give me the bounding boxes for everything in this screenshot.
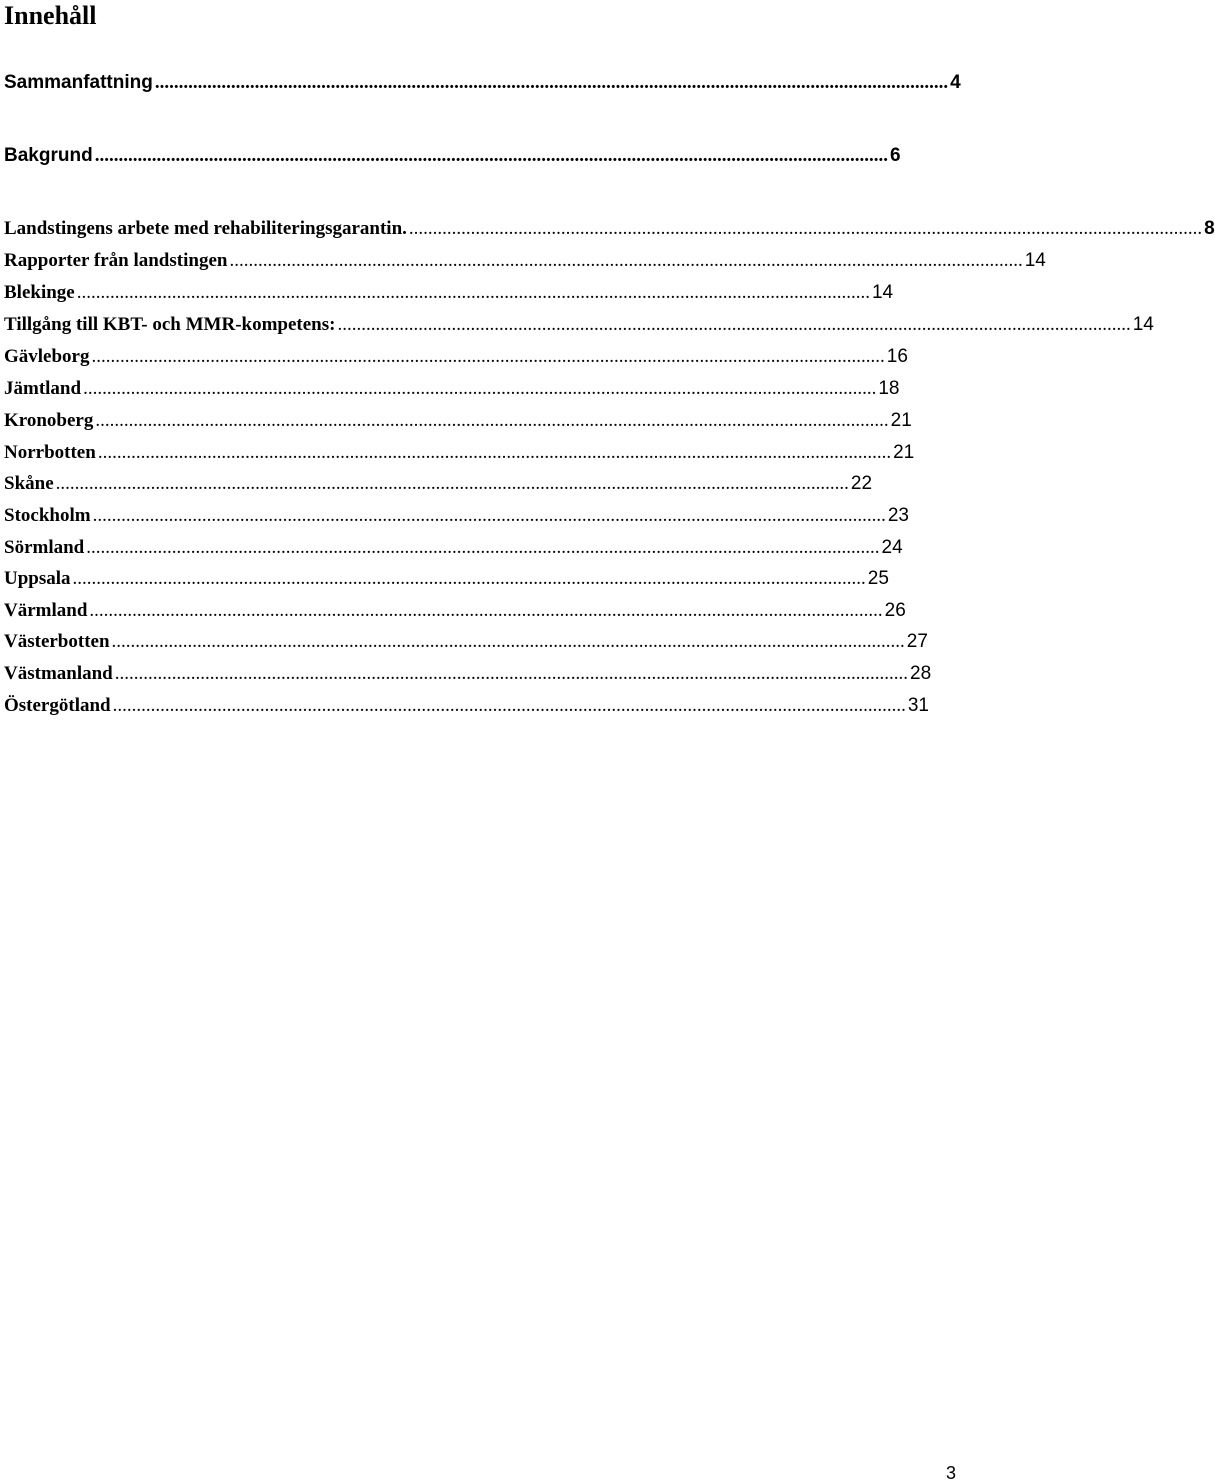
- toc-entry-label: Värmland: [4, 600, 88, 621]
- toc-entry-page: 8: [1204, 218, 1215, 239]
- toc-entry-label: Västmanland: [4, 663, 113, 684]
- toc-entry-page: 22: [850, 473, 873, 494]
- toc-entry-sormland[interactable]: [4, 536, 903, 560]
- toc-entry-page: 14: [1132, 314, 1154, 335]
- toc-entry-label: Landstingens arbete med rehabiliteringsgarantin.: [4, 218, 407, 239]
- toc-entry-label: Tillgång till KBT- och MMR-kompetens:: [4, 314, 336, 335]
- dot-leader: .......................................................................................................................................................................: [91, 346, 885, 367]
- toc-entry-ostergotland[interactable]: [4, 694, 929, 718]
- toc-entry-page: 14: [1024, 250, 1046, 271]
- toc-entry-label: Stockholm: [4, 505, 91, 526]
- dot-leader: .......................................................................................................................................................................: [112, 695, 906, 716]
- toc-entry-label: Jämtland: [4, 378, 82, 399]
- toc-entry-label: Sammanfattning: [4, 72, 153, 93]
- dot-leader: .......................................................................................................................................................................: [114, 663, 908, 684]
- dot-leader: .......................................................................................................................................................................: [337, 314, 1131, 335]
- dot-leader: .......................................................................................................................................................................: [408, 218, 1203, 239]
- page-number: 3: [945, 1463, 956, 1483]
- toc-entry-bakgrund[interactable]: [4, 144, 901, 168]
- toc-entry-page: 31: [907, 695, 929, 716]
- toc-entry-uppsala[interactable]: [4, 567, 889, 591]
- toc-entry-stockholm[interactable]: [4, 504, 909, 528]
- toc-entry-label: Uppsala: [4, 568, 71, 589]
- toc-entry-label: Kronoberg: [4, 410, 94, 431]
- toc-entry-page: 25: [867, 568, 889, 589]
- toc-entry-page: 23: [887, 505, 909, 526]
- toc-entry-page: 24: [881, 537, 903, 558]
- toc-entry-label: Östergötland: [4, 695, 111, 716]
- toc-entry-vasterbotten[interactable]: [4, 630, 928, 654]
- toc-entry-gavleborg[interactable]: [4, 345, 908, 369]
- toc-entry-skane[interactable]: [4, 472, 873, 496]
- dot-leader: .......................................................................................................................................................................: [92, 505, 886, 526]
- toc-entry-page: 21: [893, 442, 915, 463]
- dot-leader: .......................................................................................................................................................................: [97, 442, 892, 463]
- toc-entry-rapporter[interactable]: [4, 249, 1046, 273]
- toc-entry-page: 14: [871, 282, 894, 303]
- dot-leader: .......................................................................................................................................................................: [86, 537, 880, 558]
- dot-leader: .......................................................................................................................................................................: [89, 600, 883, 621]
- toc-entry-vastmanland[interactable]: [4, 662, 932, 686]
- toc-entry-tillgang-kbt-mmr[interactable]: [4, 313, 1154, 337]
- toc-entry-blekinge[interactable]: [4, 281, 894, 305]
- toc-entry-label: Rapporter från landstingen: [4, 250, 228, 271]
- dot-leader: .......................................................................................................................................................................: [95, 410, 889, 431]
- dot-leader: .......................................................................................................................................................................: [76, 282, 870, 303]
- toc-entry-norrbotten[interactable]: [4, 441, 915, 465]
- toc-entry-page: 18: [878, 378, 900, 399]
- toc-entry-varmland[interactable]: [4, 599, 906, 623]
- toc-entry-label: Sörmland: [4, 537, 85, 558]
- toc-entry-label: Skåne: [4, 473, 54, 494]
- dot-leader: .......................................................................................................................................................................: [55, 473, 849, 494]
- toc-entry-jamtland[interactable]: [4, 377, 900, 401]
- toc-entry-sammanfattning[interactable]: [4, 71, 961, 95]
- toc-entry-page: 6: [889, 145, 901, 166]
- toc-entry-landstingens-arbete[interactable]: [4, 217, 1215, 241]
- toc-entry-page: 26: [884, 600, 906, 621]
- dot-leader: .......................................................................................................................................................................: [94, 145, 888, 166]
- toc-entry-label: Gävleborg: [4, 346, 90, 367]
- toc-entry-page: 4: [950, 72, 961, 93]
- dot-leader: .......................................................................................................................................................................: [72, 568, 866, 589]
- toc-entry-page: 27: [906, 631, 928, 652]
- toc-entry-page: 21: [890, 410, 912, 431]
- toc-entry-page: 16: [886, 346, 908, 367]
- toc-entry-label: Norrbotten: [4, 442, 96, 463]
- dot-leader: .......................................................................................................................................................................: [154, 72, 949, 93]
- toc-entry-label: Bakgrund: [4, 145, 93, 166]
- dot-leader: .......................................................................................................................................................................: [229, 250, 1023, 271]
- toc-entry-kronoberg[interactable]: [4, 409, 912, 433]
- dot-leader: .......................................................................................................................................................................: [111, 631, 905, 652]
- toc-entry-label: Västerbotten: [4, 631, 110, 652]
- toc-entry-page: 28: [910, 663, 932, 684]
- dot-leader: .......................................................................................................................................................................: [83, 378, 877, 399]
- toc-heading: Innehåll: [4, 1, 97, 30]
- toc-entry-label: Blekinge: [4, 282, 75, 303]
